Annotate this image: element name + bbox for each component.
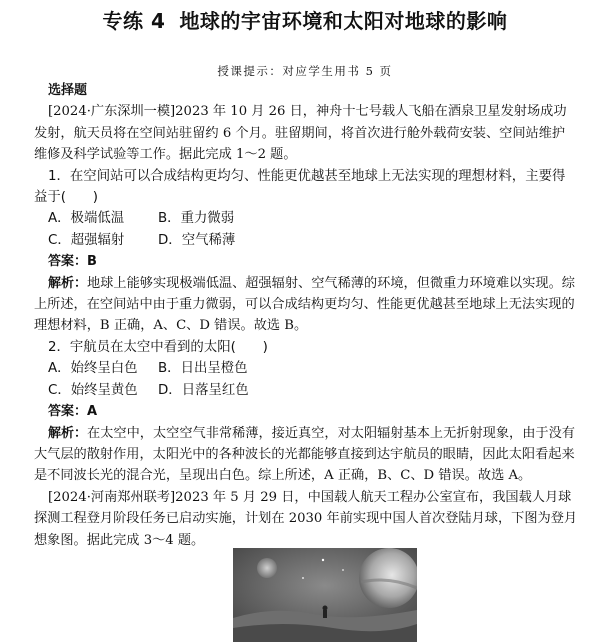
question-1-option-b: B．重力微弱 — [158, 211, 235, 227]
question-1-analysis — [34, 273, 578, 337]
star — [302, 577, 304, 579]
section-heading: 选择题 — [48, 83, 88, 98]
answer-label: 答案： — [48, 404, 88, 420]
analysis-text: 在太空中，太空空气非常稀薄，接近真空，对太阳辐射基本上无折射现象，由于没有大气层的散射作用，太阳光中的各种波长的光都能够直接到达宇航员的眼睛，因此太阳看起来是不同波长光的混合光，呈现出白色。综上所述，A 正确，B、C、D 错误。故选 A。 — [34, 425, 575, 484]
question-2-stem: 2．宇航员在太空中看到的太阳( ) — [48, 339, 268, 355]
passage-1: [2024·广东深圳一模]2023 年 10 月 26 日，神舟十七号载人飞船在酒泉卫星发射场成功发射，航天员将在空间站驻留约 6 个月。驻留期间，将首次进行舱外载荷安装、空间站维护维修及科学试验等工作。据此完成 1～2 题。 — [34, 104, 567, 163]
star — [322, 559, 324, 561]
page-title — [0, 6, 610, 36]
answer-value: A — [87, 404, 98, 420]
question-1-option-c: C．超强辐射 — [48, 232, 125, 248]
answer-value: B — [87, 254, 97, 270]
question-1-options-row-1 — [34, 208, 578, 229]
moon-landing-image — [233, 548, 417, 642]
analysis-label: 解析： — [48, 275, 88, 291]
question-1-answer — [34, 251, 578, 272]
answer-label: 答案： — [48, 254, 88, 270]
question-1-options-row-2 — [34, 230, 578, 251]
question-1-option-a: A．极端低温 — [48, 211, 125, 227]
title-text: 地球的宇宙环境和太阳对地球的影响 — [179, 9, 508, 33]
question-2-options-row-2 — [34, 380, 578, 401]
star — [342, 569, 344, 571]
question-1-stem: 1．在空间站可以合成结构更均匀、性能更优越甚至地球上无法实现的理想材料，主要得益于( ) — [34, 168, 566, 206]
question-2-option-b: B．日出呈橙色 — [158, 361, 248, 377]
analysis-text: 地球上能够实现极端低温、超强辐射、空气稀薄的环境，但微重力环境难以实现。综上所述，在空间站中由于重力微弱，可以合成结构更均匀、性能更优越甚至地球上无法实现的理想材料，B 正确，A、C、D 错误。故选 B。 — [34, 275, 575, 334]
title-number: 专练 4 — [102, 9, 166, 33]
question-2-analysis — [34, 423, 578, 487]
passage-2: [2024·河南郑州联考]2023 年 5 月 29 日，中国载人航天工程办公室宣布，我国载人月球探测工程登月阶段任务已启动实施，计划在 2030 年前实现中国人首次登陆月球，下图为登月想象图。据此完成 3～4 题。 — [34, 489, 578, 548]
question-2-option-d: D．日落呈红色 — [158, 382, 249, 398]
astronaut-figure — [323, 606, 328, 619]
analysis-label: 解析： — [48, 425, 88, 441]
content-body — [34, 80, 578, 551]
teaching-hint: 授课提示：对应学生用书 5 页 — [217, 64, 393, 78]
question-2-option-a: A．始终呈白色 — [48, 361, 138, 377]
question-2-option-c: C．始终呈黄色 — [48, 382, 138, 398]
small-moon — [257, 558, 277, 578]
moon-landing-illustration — [233, 548, 417, 642]
question-1-option-d: D．空气稀薄 — [158, 232, 236, 248]
question-2-answer — [34, 401, 578, 422]
question-2-options-row-1 — [34, 358, 578, 379]
large-planet — [359, 548, 417, 608]
